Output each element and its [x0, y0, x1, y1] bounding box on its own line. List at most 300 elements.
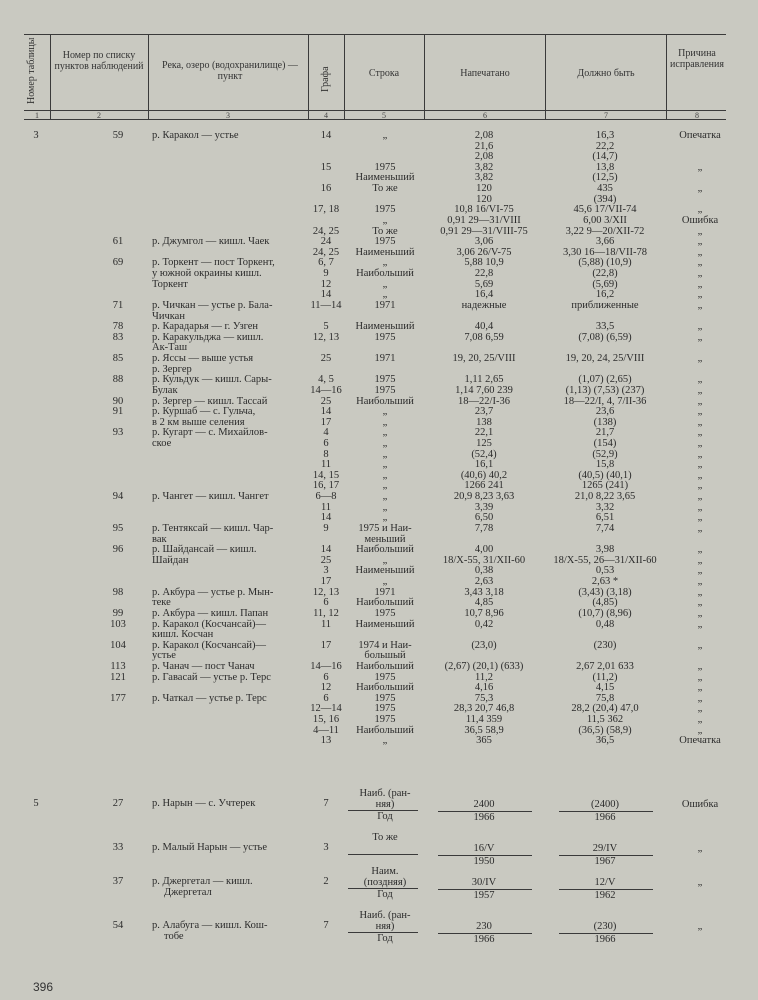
should-be-cell: 4,15	[595, 682, 615, 694]
should-be-cell: (138)	[593, 416, 617, 428]
column-cell: 6—8	[315, 491, 337, 503]
reason-cell: „	[697, 225, 703, 237]
reason-cell: „	[697, 565, 703, 577]
column-cell: 12	[320, 682, 332, 694]
river-cell: в 2 км выше селения	[152, 416, 245, 428]
row-cell: большый	[364, 650, 406, 662]
river-cell-cont: Джергетал	[164, 887, 212, 898]
point-number-cell: 54	[112, 920, 124, 931]
reason-cell: „	[697, 459, 703, 471]
row-cell: Наибольший	[356, 597, 414, 609]
colnum-7: 7	[604, 111, 608, 120]
point-number-cell: 37	[112, 876, 124, 887]
river-cell: р. Каракол — устье	[152, 130, 239, 141]
should-be-cell: 6,51	[595, 512, 615, 524]
colnum-4: 4	[324, 111, 328, 120]
column-cell: 17	[320, 576, 332, 588]
point-number-cell: 94	[112, 491, 124, 503]
printed-cell: 75,3	[474, 692, 494, 704]
point-number-cell: 103	[110, 618, 126, 630]
printed-cell: 4,16	[474, 682, 494, 694]
reason-cell: „	[697, 597, 703, 609]
point-number-cell: 61	[112, 236, 124, 248]
fraction-rule	[348, 810, 418, 811]
row-cell: 1975	[374, 714, 396, 726]
reason-cell: „	[697, 586, 703, 598]
row-cell: „	[382, 416, 388, 428]
header-point-number: Номер по списку пунктов наблюдений	[54, 50, 144, 72]
column-cell: 3	[323, 565, 329, 577]
column-cell: 6	[323, 597, 329, 609]
printed-cell: 22,1	[474, 427, 494, 439]
column-cell: 14	[320, 544, 332, 556]
printed-cell: 22,8	[474, 268, 494, 280]
column-cell: 14	[320, 512, 332, 524]
row-cell: 1971	[374, 353, 396, 365]
reason-cell: „	[697, 703, 703, 715]
row-cell: Наименьший	[355, 172, 415, 184]
reason-cell: „	[697, 639, 703, 651]
should-be-cell: 6,00 3/XII	[583, 214, 627, 226]
reason-cell: „	[697, 427, 703, 439]
river-cell: Булак	[152, 384, 178, 396]
should-be-cell: 45,6 17/VII-74	[573, 204, 637, 216]
printed-cell: 2400	[473, 799, 495, 810]
reason-cell: „	[697, 692, 703, 704]
reason-cell: „	[697, 278, 703, 290]
reason-cell: „	[697, 374, 703, 386]
river-cell: р. Нарын — с. Учтерек	[152, 798, 256, 809]
printed-cell: 3,82	[474, 172, 494, 184]
river-cell: Шайдан	[152, 554, 189, 566]
should-be-cell: (5,88) (10,9)	[578, 257, 632, 269]
should-be-cell: (1,13) (7,53) (237)	[565, 384, 645, 396]
reason-cell: „	[697, 480, 703, 492]
printed-year-cell: 1966	[473, 812, 495, 823]
should-be-cell: 18—22/I, 4, 7/II-36	[563, 395, 647, 407]
printed-cell: 5,69	[474, 278, 494, 290]
row-cell: „	[382, 289, 388, 301]
column-cell: 25	[320, 353, 332, 365]
should-be-cell: 435	[597, 183, 613, 195]
should-be-cell: 19, 20, 24, 25/VIII	[565, 353, 645, 365]
printed-cell: 23,7	[474, 406, 494, 418]
printed-cell: 4,85	[474, 597, 494, 609]
river-cell-cont: тобе	[164, 931, 184, 942]
row-cell: 1975	[374, 692, 396, 704]
column-cell: 12, 13	[312, 331, 340, 343]
row-cell: 1975	[374, 204, 396, 216]
column-cell: 12, 13	[312, 586, 340, 598]
column-cell: 14	[320, 130, 332, 141]
point-number-cell: 88	[112, 374, 124, 386]
reason-cell: „	[697, 522, 703, 534]
row-year-label: Год	[377, 933, 393, 944]
should-be-cell: (22,8)	[592, 268, 618, 280]
row-cell: „	[382, 459, 388, 471]
river-cell: Чичкан	[152, 310, 185, 322]
row-cell: „	[382, 257, 388, 269]
printed-cell: 16/V	[473, 843, 495, 854]
should-be-cell: 3,30 16—18/VII-78	[563, 246, 647, 258]
point-number-cell: 121	[110, 671, 126, 683]
reason-cell: „	[697, 877, 703, 888]
row-year-label: Год	[377, 889, 393, 900]
table-number-cell: 5	[33, 798, 39, 809]
colnum-6: 6	[483, 111, 487, 120]
column-cell: 14—16	[310, 661, 342, 672]
row-cell: меньший	[364, 533, 406, 545]
printed-cell: 120	[476, 193, 492, 205]
column-cell: 6	[323, 671, 329, 683]
row-cell: Наименьший	[355, 321, 415, 333]
printed-cell: 120	[476, 183, 492, 195]
printed-cell: 138	[476, 416, 492, 428]
row-cell: „	[382, 406, 388, 418]
river-cell: р. Гавасай — устье р. Терс	[152, 671, 271, 683]
should-be-cell: 3,98	[595, 544, 615, 556]
point-number-cell: 104	[110, 639, 126, 651]
point-number-cell: 95	[112, 522, 124, 534]
printed-cell: 28,3 20,7 46,8	[453, 703, 515, 715]
table-top-rule	[24, 34, 726, 35]
should-be-cell: 22,2	[595, 140, 615, 152]
reason-cell: „	[697, 544, 703, 556]
reason-cell: „	[697, 512, 703, 524]
should-be-cell: 2,63 *	[591, 576, 619, 588]
row-cell: „	[382, 501, 388, 513]
row-cell: Наибольший	[356, 724, 414, 736]
river-cell: ское	[152, 437, 172, 449]
river-cell: р. Яссы — выше устья	[152, 353, 254, 365]
printed-cell: 0,91 29—31/VIII-75	[440, 225, 528, 237]
column-cell: 6, 7	[318, 257, 334, 269]
printed-cell: 1,14 7,60 239	[455, 384, 513, 396]
column-cell: 2	[323, 876, 329, 887]
reason-cell: „	[697, 921, 703, 932]
river-cell: Торкент	[152, 278, 188, 290]
point-number-cell: 98	[112, 586, 124, 598]
col-divider-7	[666, 34, 667, 120]
printed-cell: 21,6	[474, 140, 494, 152]
printed-cell: 1,11 2,65	[464, 374, 504, 386]
point-number-cell: 85	[112, 353, 124, 365]
river-cell: р. Чангет — кишл. Чангет	[152, 491, 269, 503]
printed-cell: 10,7 8,96	[464, 607, 504, 619]
reason-cell: Ошибка	[681, 799, 719, 810]
column-cell: 17, 18	[312, 204, 340, 216]
column-cell: 24	[320, 236, 332, 248]
row-cell: „	[382, 469, 388, 481]
reason-cell: Опечатка	[679, 735, 721, 747]
reason-cell: „	[697, 607, 703, 619]
column-cell: 17	[320, 639, 332, 651]
printed-cell: 7,08 6,59	[464, 331, 504, 343]
should-be-cell: (5,69)	[592, 278, 618, 290]
row-cell: То же	[372, 832, 398, 843]
column-cell: 14	[320, 289, 332, 301]
row-cell: 1975	[374, 236, 396, 248]
column-cell: 15, 16	[312, 714, 340, 726]
point-number-cell: 177	[110, 692, 126, 704]
column-cell: 14, 15	[312, 469, 340, 481]
printed-cell: 125	[476, 437, 492, 449]
column-cell: 4—11	[313, 724, 339, 736]
printed-cell: 5,88 10,9	[464, 257, 504, 269]
river-cell: р. Джумгол — кишл. Чаек	[152, 236, 270, 248]
reason-cell: „	[697, 661, 703, 672]
reason-cell: „	[697, 268, 703, 280]
row-cell: „	[382, 554, 388, 566]
printed-cell: 18—22/I-36	[458, 395, 510, 407]
reason-cell: „	[697, 843, 703, 854]
printed-year-cell: 1950	[473, 856, 495, 867]
should-be-year-cell: 1967	[594, 856, 616, 867]
should-be-cell: приближенные	[571, 299, 639, 311]
printed-year-cell: 1966	[473, 934, 495, 945]
row-cell: 1975	[374, 607, 396, 619]
should-be-cell: 33,5	[595, 321, 615, 333]
printed-cell: (2,67) (20,1) (633)	[444, 661, 524, 672]
column-cell: 14	[320, 406, 332, 418]
should-be-cell: 36,5	[595, 735, 615, 747]
should-be-cell: 29/IV	[592, 843, 618, 854]
should-be-cell: 18/X-55, 26—31/XII-60	[553, 554, 657, 566]
column-cell: 14—16	[310, 384, 342, 396]
printed-cell: 18/X-55, 31/XII-60	[442, 554, 526, 566]
river-cell: устье	[152, 650, 176, 662]
colnum-1: 1	[35, 111, 39, 120]
printed-cell: (23,0)	[471, 639, 497, 651]
row-cell-cont: няя)	[375, 799, 395, 810]
point-number-cell: 99	[112, 607, 124, 619]
should-be-year-cell: 1966	[594, 812, 616, 823]
row-cell: „	[382, 491, 388, 503]
printed-cell: 3,43 3,18	[464, 586, 504, 598]
column-cell: 4	[323, 427, 329, 439]
river-cell: р. Джергетал — кишл.	[152, 876, 253, 887]
col-divider-5	[424, 34, 425, 120]
point-number-cell: 59	[112, 130, 124, 141]
river-cell: р. Шайдансай — кишл.	[152, 544, 257, 556]
column-cell: 6	[323, 437, 329, 449]
printed-cell: 11,2	[475, 671, 493, 683]
printed-cell: 16,4	[474, 289, 494, 301]
should-be-cell: (1,07) (2,65)	[578, 374, 632, 386]
column-cell: 8	[323, 448, 329, 460]
point-number-cell: 93	[112, 427, 124, 439]
point-number-cell: 90	[112, 395, 124, 407]
river-cell: р. Каракол (Косчансай)—	[152, 639, 267, 651]
printed-cell: 4,00	[474, 544, 494, 556]
should-be-cell: (14,7)	[592, 151, 618, 163]
column-cell: 3	[323, 842, 329, 853]
printed-cell: 40,4	[474, 321, 494, 333]
reason-cell: „	[697, 331, 703, 343]
should-be-cell: (12,5)	[592, 172, 618, 184]
point-number-cell: 83	[112, 331, 124, 343]
column-cell: 9	[323, 268, 329, 280]
printed-cell: 36,5 58,9	[464, 724, 504, 736]
should-be-cell: (7,08) (6,59)	[578, 331, 632, 343]
river-cell: р. Малый Нарын — устье	[152, 842, 267, 853]
colnum-5: 5	[382, 111, 386, 120]
printed-cell: 20,9 8,23 3,63	[453, 491, 515, 503]
colnum-2: 2	[97, 111, 101, 120]
river-cell: р. Чичкан — устье р. Бала-	[152, 299, 273, 311]
river-cell: р. Акбура — кишл. Папан	[152, 607, 269, 619]
reason-cell: Опечатка	[679, 130, 721, 141]
point-number-cell: 69	[112, 257, 124, 269]
printed-cell: (52,4)	[471, 448, 497, 460]
row-cell: То же	[372, 225, 398, 237]
reason-cell: „	[697, 161, 703, 173]
column-cell: 12—14	[310, 703, 342, 715]
reason-cell: „	[697, 204, 703, 216]
row-cell: Наим.	[371, 866, 399, 877]
row-cell: Наименьший	[355, 618, 415, 630]
header-river-point: Река, озеро (водохранилище) — пункт	[162, 60, 298, 82]
column-cell: 11	[320, 501, 332, 513]
column-cell: 7	[323, 920, 329, 931]
row-cell-cont: (поздняя)	[363, 877, 407, 888]
row-cell: 1975	[374, 671, 396, 683]
column-cell: 11, 12	[313, 607, 339, 619]
river-cell: Ак-Таш	[152, 342, 188, 354]
page-number: 396	[33, 980, 54, 994]
printed-cell: 3,06 26/V-75	[456, 246, 512, 258]
should-be-cell: 3,32	[595, 501, 615, 513]
printed-cell: 10,8 16/VI-75	[454, 204, 514, 216]
point-number-cell: 96	[112, 544, 124, 556]
river-cell: кишл. Косчан	[152, 629, 214, 641]
col-divider-4	[344, 34, 345, 120]
reason-cell: „	[697, 576, 703, 588]
column-cell: 12	[320, 278, 332, 290]
column-cell: 11	[320, 459, 332, 471]
row-cell: „	[382, 437, 388, 449]
printed-cell: 7,78	[474, 522, 494, 534]
row-cell: 1975	[374, 374, 396, 386]
row-cell: „	[382, 214, 388, 226]
row-cell: „	[382, 448, 388, 460]
should-be-cell: 21,0 8,22 3,65	[574, 491, 636, 503]
row-cell: Наибольший	[356, 268, 414, 280]
printed-cell: 1266 241	[464, 480, 504, 492]
should-be-cell: 12/V	[594, 877, 616, 888]
row-cell: 1975 и Наи-	[358, 522, 412, 534]
colnum-3: 3	[226, 111, 230, 120]
should-be-cell: (394)	[593, 193, 617, 205]
column-cell: 17	[320, 416, 332, 428]
header-reason: Причина исправления	[670, 48, 724, 70]
row-cell: Наибольший	[356, 544, 414, 556]
column-cell: 11—14	[310, 299, 342, 311]
should-be-cell: 2,67 2,01 633	[576, 661, 634, 672]
printed-cell: 16,1	[474, 459, 494, 471]
should-be-year-cell: 1966	[594, 934, 616, 945]
column-cell: 16	[320, 183, 332, 195]
river-cell: вак	[152, 533, 167, 545]
header-printed: Напечатано	[460, 68, 510, 79]
printed-cell: 0,38	[474, 565, 494, 577]
row-cell: „	[382, 735, 388, 747]
point-number-cell: 27	[112, 798, 124, 809]
point-number-cell: 33	[112, 842, 124, 853]
row-cell: „	[382, 278, 388, 290]
row-cell: 1971	[374, 586, 396, 598]
should-be-cell: (11,2)	[592, 671, 618, 683]
column-cell: 7	[323, 798, 329, 809]
column-cell: 16, 17	[312, 480, 340, 492]
reason-cell: „	[697, 289, 703, 301]
river-cell: р. Карадарья — г. Узген	[152, 321, 259, 333]
reason-cell: „	[697, 671, 703, 683]
river-cell: р. Кульдук — кишл. Сары-	[152, 374, 272, 386]
river-cell: р. Чаткал — устье р. Терс	[152, 692, 267, 704]
river-cell: у южной окраины кишл.	[152, 268, 262, 280]
printed-cell: 2,08	[474, 130, 494, 141]
river-cell: р. Торкент — пост Торкент,	[152, 257, 275, 269]
point-number-cell: 91	[112, 406, 124, 418]
should-be-cell: 3,66	[595, 236, 615, 248]
printed-cell: 230	[476, 921, 492, 932]
reason-cell: „	[697, 448, 703, 460]
should-be-cell: 13,8	[595, 161, 615, 173]
reason-cell: „	[697, 491, 703, 503]
reason-cell: „	[697, 236, 703, 248]
should-be-cell: (40,5) (40,1)	[578, 469, 632, 481]
reason-cell: „	[697, 384, 703, 396]
row-cell: „	[382, 576, 388, 588]
col-divider-3	[308, 34, 309, 120]
printed-cell: 6,50	[474, 512, 494, 524]
should-be-cell: (2400)	[591, 799, 619, 810]
printed-cell: (40,6) 40,2	[460, 469, 508, 481]
fraction-rule	[348, 854, 418, 855]
reason-cell: „	[697, 714, 703, 726]
printed-cell: 2,08	[474, 151, 494, 163]
point-number-cell: 71	[112, 299, 124, 311]
reason-cell: „	[697, 618, 703, 630]
reason-cell: „	[697, 416, 703, 428]
column-cell: 11	[320, 618, 332, 630]
table-number-cell: 3	[33, 130, 39, 141]
should-be-cell: 0,53	[595, 565, 615, 577]
fraction-rule	[348, 932, 418, 933]
should-be-cell: (230)	[593, 639, 617, 651]
should-be-cell: 1265 (241)	[581, 480, 629, 492]
river-cell: р. Куршаб — с. Гульча,	[152, 406, 256, 418]
printed-cell: надежные	[461, 299, 507, 311]
should-be-cell: (36,5) (58,9)	[578, 724, 632, 736]
reason-cell: „	[697, 724, 703, 736]
row-cell: Наибольший	[356, 682, 414, 694]
row-cell: Наибольший	[356, 395, 414, 407]
should-be-cell: 15,8	[595, 459, 615, 471]
column-cell: 9	[323, 522, 329, 534]
row-cell: 1975	[374, 703, 396, 715]
point-number-cell: 78	[112, 321, 124, 333]
row-year-label: Год	[377, 811, 393, 822]
printed-cell: 0,42	[474, 618, 494, 630]
column-cell: 24, 25	[312, 225, 340, 237]
column-cell: 25	[320, 554, 332, 566]
reason-cell: „	[697, 257, 703, 269]
row-cell: 1975	[374, 384, 396, 396]
point-number-cell: 113	[110, 661, 126, 672]
colnum-8: 8	[695, 111, 699, 120]
